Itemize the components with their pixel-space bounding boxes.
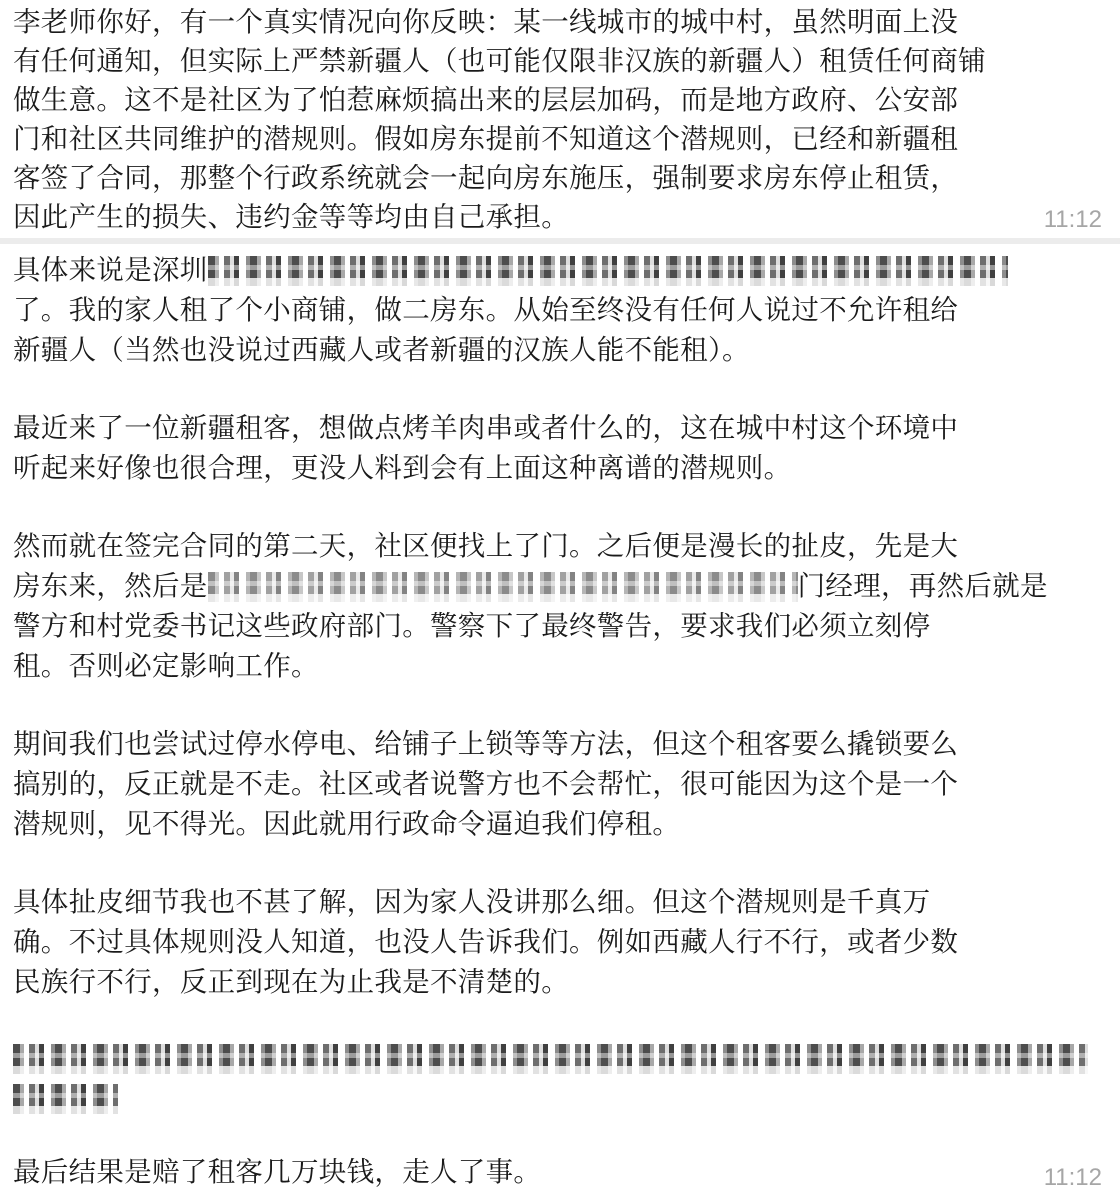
message-text-line: 警方和村党委书记这些政府部门。警察下了最终警告，要求我们必须立刻停	[13, 610, 931, 642]
message-text-line	[13, 566, 1048, 606]
message-timestamp: 11:12	[1043, 206, 1102, 233]
message-text-line: 听起来好像也很合理，更没人料到会有上面这种离谱的潜规则。	[13, 452, 792, 484]
message-text-line: 然而就在签完合同的第二天，社区便找上了门。之后便是漫长的扯皮，先是大	[13, 530, 959, 562]
message-text-line: 有任何通知，但实际上严禁新疆人（也可能仅限非汉族的新疆人）租赁任何商铺	[13, 45, 986, 77]
message-text-line: 门和社区共同维护的潜规则。假如房东提前不知道这个潜规则，已经和新疆租	[13, 123, 959, 155]
redacted-text-mosaic	[208, 572, 798, 602]
message-text-line: 具体扯皮细节我也不甚了解，因为家人没讲那么细。但这个潜规则是千真万	[13, 886, 931, 918]
message-text-segment: 具体来说是深圳	[13, 254, 208, 286]
message-bubble[interactable]	[0, 244, 1120, 1198]
redacted-text-mosaic	[208, 256, 1008, 286]
message-text-line: 期间我们也尝试过停水停电、给铺子上锁等等方法，但这个租客要么撬锁要么	[13, 728, 959, 760]
message-timestamp: 11:12	[1043, 1164, 1102, 1191]
message-text-line: 最近来了一位新疆租客，想做点烤羊肉串或者什么的，这在城中村这个环境中	[13, 412, 959, 444]
message-text-line	[13, 250, 1008, 290]
message-text-line: 最后结果是赔了租客几万块钱，走人了事。	[13, 1156, 542, 1188]
message-text-line: 民族行不行，反正到现在为止我是不清楚的。	[13, 966, 569, 998]
redacted-text-mosaic	[13, 1044, 1088, 1074]
redacted-paragraph	[13, 1044, 1088, 1074]
message-bubble[interactable]	[0, 0, 1120, 238]
redacted-paragraph	[13, 1084, 118, 1114]
message-text-line: 因此产生的损失、违约金等等均由自己承担。	[13, 201, 569, 233]
message-text-line: 确。不过具体规则没人知道，也没人告诉我们。例如西藏人行不行，或者少数	[13, 926, 959, 958]
message-text-line: 了。我的家人租了个小商铺，做二房东。从始至终没有任何人说过不允许租给	[13, 294, 959, 326]
message-text-line: 做生意。这不是社区为了怕惹麻烦搞出来的层层加码，而是地方政府、公安部	[13, 84, 959, 116]
message-text-segment: 门经理，再然后就是	[797, 570, 1048, 602]
message-text-line: 搞别的，反正就是不走。社区或者说警方也不会帮忙，很可能因为这个是一个	[13, 768, 959, 800]
message-text-segment: 房东来，然后是	[13, 570, 208, 602]
redacted-text-mosaic	[13, 1084, 118, 1114]
message-text-line: 李老师你好，有一个真实情况向你反映：某一线城市的城中村，虽然明面上没	[13, 6, 959, 38]
message-text-line: 潜规则，见不得光。因此就用行政命令逼迫我们停租。	[13, 808, 681, 840]
message-text-line: 租。否则必定影响工作。	[13, 650, 319, 682]
message-text-line: 客签了合同，那整个行政系统就会一起向房东施压，强制要求房东停止租赁，	[13, 162, 959, 194]
message-text-line: 新疆人（当然也没说过西藏人或者新疆的汉族人能不能租）。	[13, 334, 750, 366]
